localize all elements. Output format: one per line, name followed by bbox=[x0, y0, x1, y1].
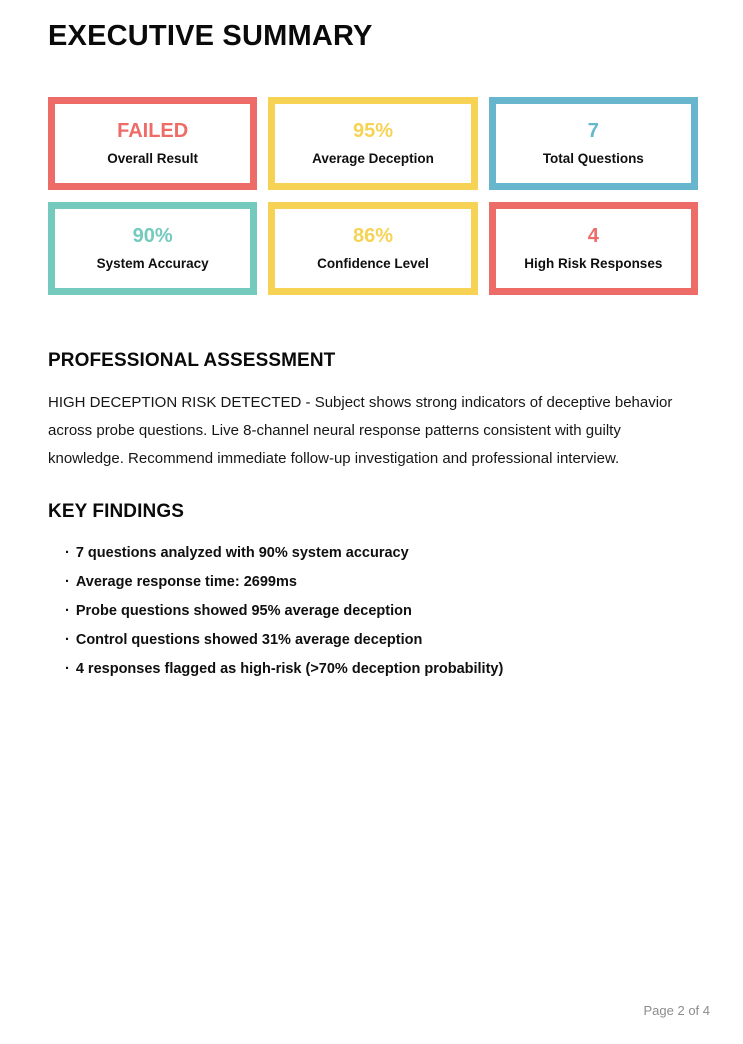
stat-label: Average Deception bbox=[312, 151, 434, 167]
bullet-icon: · bbox=[65, 574, 70, 590]
finding-item bbox=[65, 660, 698, 678]
stat-card-average-deception bbox=[268, 97, 477, 190]
stat-card-confidence-level bbox=[268, 202, 477, 295]
finding-item bbox=[65, 631, 698, 649]
bullet-icon: · bbox=[65, 632, 70, 648]
finding-item bbox=[65, 602, 698, 620]
stat-value: 90% bbox=[132, 225, 173, 248]
finding-text: 7 questions analyzed with 90% system accuracy bbox=[75, 545, 409, 561]
stat-card-total-questions bbox=[489, 97, 698, 190]
finding-text: Average response time: 2699ms bbox=[75, 574, 297, 590]
bullet-icon: · bbox=[65, 545, 70, 561]
professional-assessment-section bbox=[48, 350, 698, 473]
stats-grid bbox=[48, 97, 698, 295]
page-number: Page 2 of 4 bbox=[643, 1003, 710, 1018]
bullet-icon: · bbox=[65, 661, 70, 677]
key-findings-list bbox=[48, 544, 698, 678]
finding-text: Control questions showed 31% average deception bbox=[75, 632, 423, 648]
page-title: EXECUTIVE SUMMARY bbox=[48, 20, 373, 52]
stat-value: 86% bbox=[352, 225, 393, 248]
stat-card-overall-result bbox=[48, 97, 257, 190]
stat-card-high-risk-responses bbox=[489, 202, 698, 295]
stat-value: FAILED bbox=[117, 120, 189, 143]
stat-label: System Accuracy bbox=[96, 256, 209, 272]
professional-assessment-body: HIGH DECEPTION RISK DETECTED - Subject shows strong indicators of deceptive behavior across probe questions. Live 8-channel neural response patterns consistent with guilty knowledge. Recommend immediate follow-up investigation and professional interview. bbox=[48, 394, 673, 467]
professional-assessment-heading: PROFESSIONAL ASSESSMENT bbox=[48, 350, 336, 371]
stat-label: Total Questions bbox=[542, 151, 644, 167]
finding-text: 4 responses flagged as high-risk (>70% deception probability) bbox=[75, 661, 504, 677]
key-findings-section bbox=[48, 501, 698, 678]
finding-item bbox=[65, 544, 698, 562]
stat-value: 4 bbox=[587, 225, 599, 248]
key-findings-heading: KEY FINDINGS bbox=[48, 501, 184, 522]
stat-value: 7 bbox=[587, 120, 599, 143]
bullet-icon: · bbox=[65, 603, 70, 619]
stat-label: Confidence Level bbox=[317, 256, 429, 272]
stat-card-system-accuracy bbox=[48, 202, 257, 295]
stat-label: High Risk Responses bbox=[524, 256, 663, 272]
finding-text: Probe questions showed 95% average deception bbox=[75, 603, 412, 619]
stat-value: 95% bbox=[352, 120, 393, 143]
finding-item bbox=[65, 573, 698, 591]
stat-label: Overall Result bbox=[107, 151, 199, 167]
